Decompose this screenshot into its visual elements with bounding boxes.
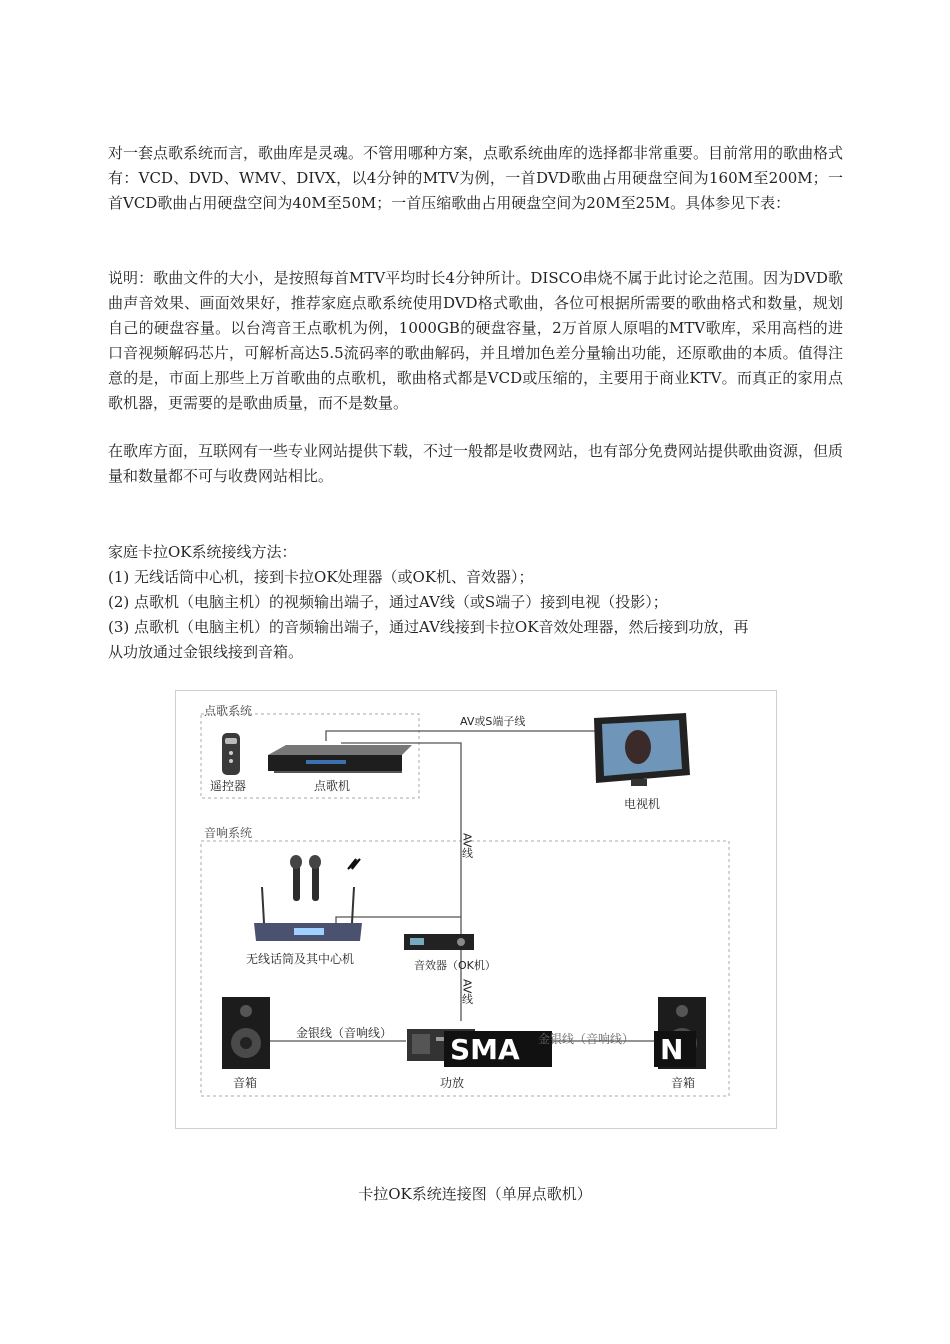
wiring-step-2: (2) 点歌机（电脑主机）的视频输出端子，通过AV线（或S端子）接到电视（投影）； <box>108 593 668 611</box>
effect-label: 音效器（OK机） <box>414 959 496 972</box>
figure-caption: 卡拉OK系统连接图（单屏点歌机） <box>358 1185 592 1203</box>
karaoke-player-icon <box>268 745 412 773</box>
wiring-step-3: (3) 点歌机（电脑主机）的音频输出端子，通过AV线接到卡拉OK音效处理器，然后接到功放，再 <box>108 618 749 636</box>
remote-label: 遥控器 <box>210 779 247 793</box>
av-label-lower: AV线 <box>460 979 474 1005</box>
av-s-cable-line <box>326 731 636 741</box>
watermark-text-right: N <box>660 1033 684 1066</box>
wire-left-label: 金银线（音响线） <box>296 1026 393 1040</box>
group-song-label: 点歌系统 <box>204 704 253 718</box>
wiring-step-3-continued: 从功放通过金银线接到音箱。 <box>108 643 304 661</box>
mic-label: 无线话筒及其中心机 <box>246 952 355 966</box>
paragraph-song-formats: 对一套点歌系统而言，歌曲库是灵魂。不管用哪种方案，点歌系统曲库的选择都非常重要。目前常用的歌曲格式有：VCD、DVD、WMV、DIVX，以4分钟的MTV为例，一首DVD歌曲占用硬盘空间为160M至200M；一首VCD歌曲占用硬盘空间为40M至50M；一首压缩歌曲占用硬盘空间为20M至25M。具体参见下表： <box>108 144 844 212</box>
paragraph-explanation: 说明：歌曲文件的大小，是按照每首MTV平均时长4分钟所计。DISCO串烧不属于此讨论之范围。因为DVD歌曲声音效果、画面效果好，推荐家庭点歌系统使用DVD格式歌曲，各位可根据所需要的歌曲格式和数量，规划自己的硬盘容量。以台湾音王点歌机为例，1000GB的硬盘容量，2万首原人原唱的MTV歌库，采用高档的进口音视频解码芯片，可解析高达5.5流码率的歌曲解码，并且增加色差分量输出功能，还原歌曲的本质。值得注意的是，市面上那些上万首歌曲的点歌机，歌曲格式都是VCD或压缩的，主要用于商业KTV。而真正的家用点歌机器，更需要的是歌曲质量，而不是数量。 <box>108 269 843 412</box>
av-vertical-line <box>341 743 461 1021</box>
connection-diagram <box>175 690 777 1129</box>
speaker-left-icon <box>222 997 270 1069</box>
wire-right-label: 金银线（音响线） <box>538 1032 635 1046</box>
speaker-right-label: 音箱 <box>671 1076 696 1090</box>
paragraph-song-library: 在歌库方面，互联网有一些专业网站提供下载，不过一般都是收费网站，也有部分免费网站提供歌曲资源，但质量和数量都不可与收费网站相比。 <box>108 442 844 485</box>
effect-processor-icon <box>404 934 474 950</box>
wiring-step-1: (1) 无线话筒中心机，接到卡拉OK处理器（或OK机、音效器）； <box>108 568 534 586</box>
amp-label: 功放 <box>440 1076 465 1090</box>
player-label: 点歌机 <box>314 779 351 793</box>
av-label-upper: AV线 <box>460 833 474 859</box>
connection-diagram-svg <box>176 691 776 1128</box>
wiring-heading: 家庭卡拉OK系统接线方法： <box>108 543 297 561</box>
speaker-left-label: 音箱 <box>233 1076 258 1090</box>
tv-icon <box>594 713 690 786</box>
watermark-text-left: SMA <box>450 1033 520 1066</box>
cable-top-label: AV或S端子线 <box>460 715 526 728</box>
wireless-mic-icon <box>254 855 362 941</box>
tv-label: 电视机 <box>624 797 661 811</box>
remote-icon <box>222 733 240 775</box>
group-audio-label: 音响系统 <box>204 826 253 840</box>
